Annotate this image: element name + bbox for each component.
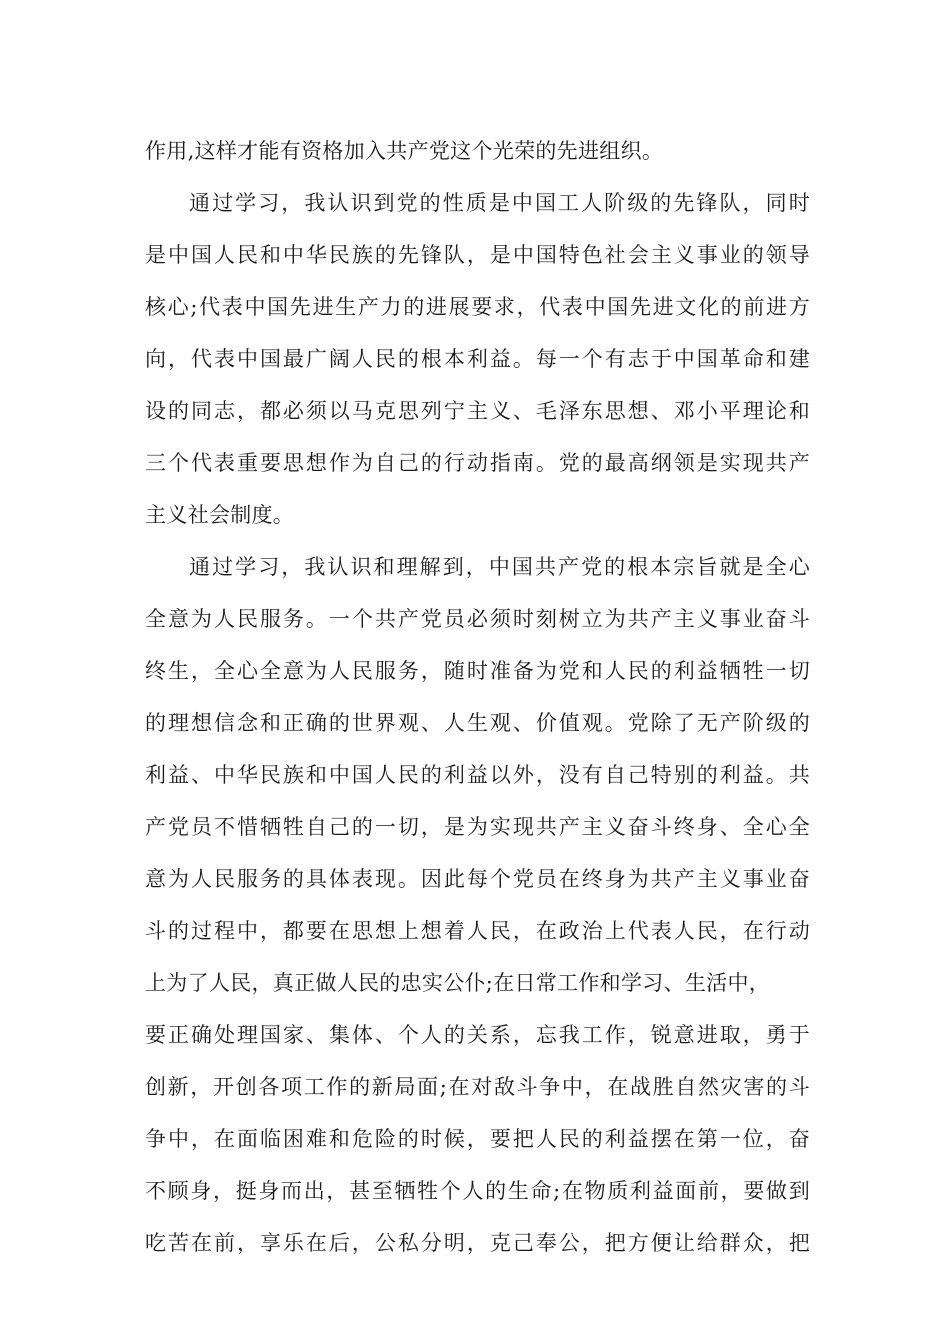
paragraph-3-line-12: 争中，在面临困难和危险的时候，要把人民的利益摆在第一位，奋 [145, 1127, 810, 1151]
document-body [145, 125, 810, 1269]
paragraph-2-line-5: 设的同志，都必须以马克思列宁主义、毛泽东思想、邓小平理论和 [145, 399, 810, 423]
paragraph-1-line-1: 作用,这样才能有资格加入共产党这个光荣的先进组织。 [145, 139, 664, 163]
paragraph-2-line-2: 是中国人民和中华民族的先锋队，是中国特色社会主义事业的领导 [145, 243, 810, 267]
paragraph-3-line-7: 意为人民服务的具体表现。因此每个党员在终身为共产主义事业奋 [145, 867, 810, 891]
paragraph-3-line-10: 要正确处理国家、集体、个人的关系，忘我工作，锐意进取，勇于 [145, 1023, 810, 1047]
paragraph-3-line-2: 全意为人民服务。一个共产党员必须时刻树立为共产主义事业奋斗 [145, 607, 810, 631]
paragraph-2-line-1: 通过学习，我认识到党的性质是中国工人阶级的先锋队，同时 [189, 191, 810, 215]
paragraph-3-line-14: 吃苦在前，享乐在后，公私分明，克己奉公，把方便让给群众，把 [145, 1231, 810, 1255]
paragraph-2-line-6: 三个代表重要思想作为自己的行动指南。党的最高纲领是实现共产 [145, 451, 810, 475]
paragraph-3-line-6: 产党员不惜牺牲自己的一切，是为实现共产主义奋斗终身、全心全 [145, 815, 810, 839]
paragraph-2-line-4: 向，代表中国最广阔人民的根本利益。每一个有志于中国革命和建 [145, 347, 810, 371]
paragraph-3-line-9: 上为了人民，真正做人民的忠实公仆;在日常工作和学习、生活中， [145, 971, 771, 995]
paragraph-3-line-11: 创新，开创各项工作的新局面;在对敌斗争中，在战胜自然灾害的斗 [145, 1075, 810, 1099]
paragraph-2-line-3: 核心;代表中国先进生产力的进展要求，代表中国先进文化的前进方 [145, 295, 810, 319]
paragraph-3-line-4: 的理想信念和正确的世界观、人生观、价值观。党除了无产阶级的 [145, 711, 810, 735]
paragraph-2-line-7: 主义社会制度。 [145, 503, 295, 527]
paragraph-3-line-13: 不顾身，挺身而出，甚至牺牲个人的生命;在物质利益面前，要做到 [145, 1179, 810, 1203]
paragraph-3-line-1: 通过学习，我认识和理解到，中国共产党的根本宗旨就是全心 [189, 555, 810, 579]
paragraph-3-line-5: 利益、中华民族和中国人民的利益以外，没有自己特别的利益。共 [145, 763, 810, 787]
paragraph-3-line-3: 终生，全心全意为人民服务，随时准备为党和人民的利益牺牲一切 [145, 659, 810, 683]
paragraph-3-line-8: 斗的过程中，都要在思想上想着人民，在政治上代表人民，在行动 [145, 919, 810, 943]
